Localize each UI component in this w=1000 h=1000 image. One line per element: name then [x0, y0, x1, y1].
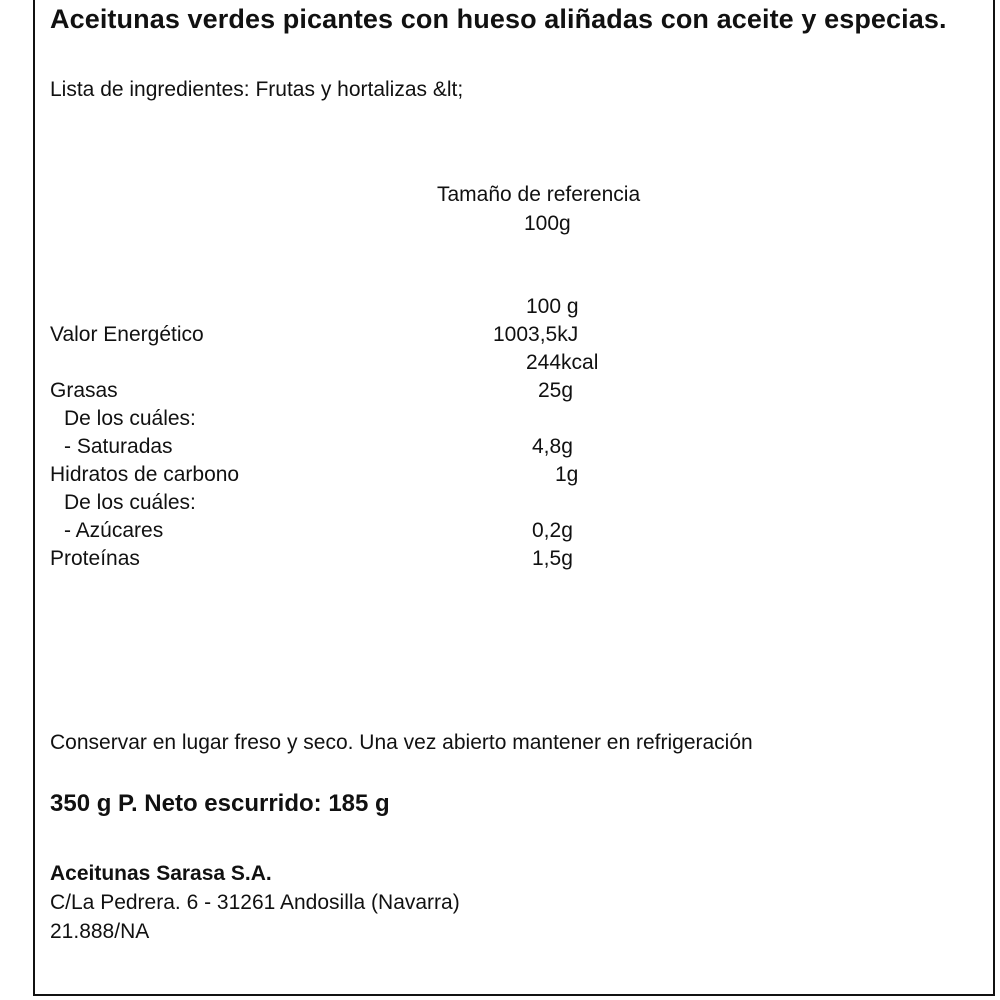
manufacturer-address: C/La Pedrera. 6 - 31261 Andosilla (Navarra) — [50, 891, 460, 914]
nutrition-label-fat-of-which: De los cuáles: — [64, 407, 196, 430]
nutrition-label-protein: Proteínas — [50, 547, 140, 570]
nutrition-value-energy-kj: 1003,5kJ — [493, 323, 579, 346]
manufacturer-registry: 21.888/NA — [50, 920, 150, 943]
nutrition-label-sugars: - Azúcares — [64, 519, 164, 542]
nutrition-value-protein: 1,5g — [532, 547, 573, 570]
nutrition-value-energy-kcal: 244kcal — [526, 351, 599, 374]
nutrition-value-saturated: 4,8g — [532, 435, 573, 458]
nutrition-label-carbohydrates: Hidratos de carbono — [50, 463, 240, 486]
manufacturer-name: Aceitunas Sarasa S.A. — [50, 862, 272, 885]
ingredients-list: Lista de ingredientes: Frutas y hortalizas &lt; — [50, 78, 464, 101]
reference-size-value: 100g — [524, 212, 571, 235]
nutrition-value-sugars: 0,2g — [532, 519, 573, 542]
nutrition-label-fat: Grasas — [50, 379, 118, 402]
net-weight: 350 g P. Neto escurrido: 185 g — [50, 790, 390, 817]
storage-instructions: Conservar en lugar freso y seco. Una vez abierto mantener en refrigeración — [50, 731, 753, 754]
nutrition-value-carbohydrates: 1g — [555, 463, 579, 486]
reference-size-label: Tamaño de referencia — [437, 183, 641, 206]
nutrition-label-saturated: - Saturadas — [64, 435, 173, 458]
nutrition-value-fat: 25g — [538, 379, 574, 402]
nutrition-column-header: 100 g — [526, 295, 579, 318]
product-title: Aceitunas verdes picantes con hueso aliñadas con aceite y especias. — [50, 4, 947, 34]
nutrition-label-energy: Valor Energético — [50, 323, 204, 346]
nutrition-label-carbs-of-which: De los cuáles: — [64, 491, 196, 514]
